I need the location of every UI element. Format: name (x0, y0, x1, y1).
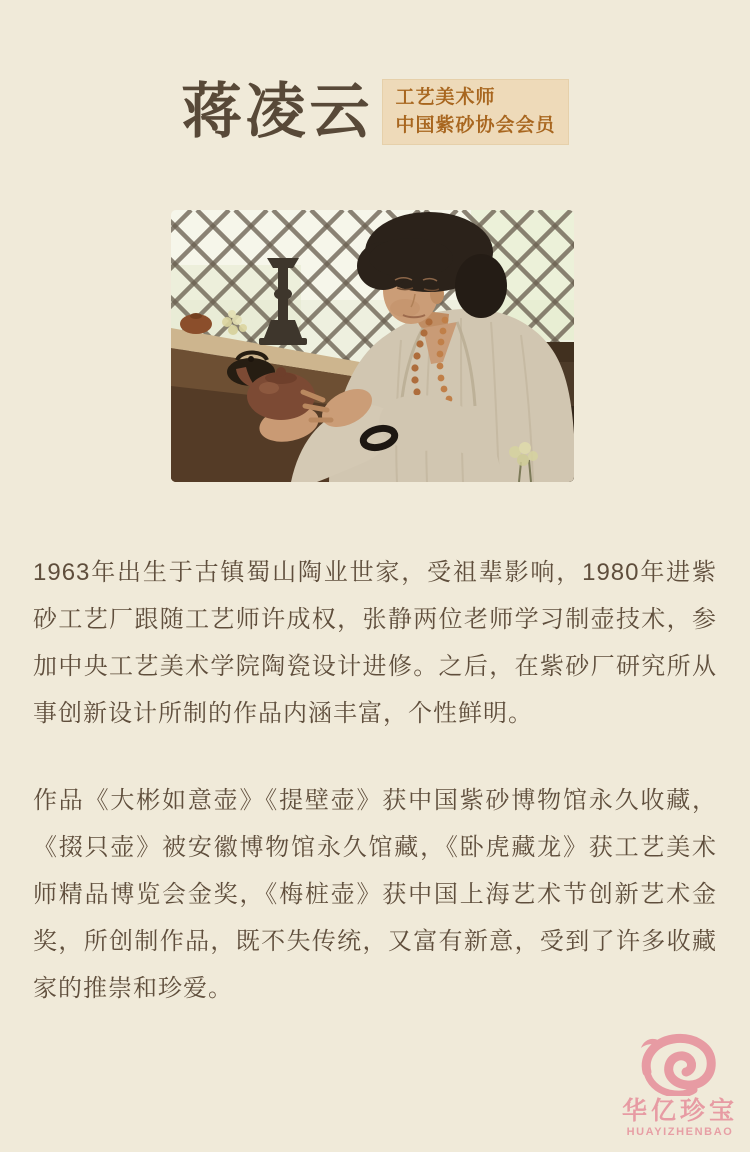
brand-logo (616, 1032, 744, 1139)
brand-name-en: HUAYIZHENBAO (626, 1126, 734, 1138)
artist-header (0, 76, 750, 148)
bio-paragraph-1: 1963年出生于古镇蜀山陶业世家，受祖辈影响，1980年进紫砂工艺厂跟随工艺师许成权，张静两位老师学习制壶技术，参加中央工艺美术学院陶瓷设计进修。之后，在紫砂厂研究所从事创新设计所制的作品内涵丰富，个性鲜明。 (33, 559, 717, 727)
brand-name-cn: 华亿珍宝 (621, 1097, 738, 1125)
artist-photo-illustration (171, 210, 574, 482)
badge-line-2: 中国紫砂协会会员 (395, 115, 556, 136)
artist-name: 蒋凌云 (181, 78, 374, 145)
artist-credential-badge (382, 79, 568, 145)
brand-swirl-icon (635, 1032, 725, 1096)
badge-line-1: 工艺美术师 (395, 87, 496, 108)
bio-paragraph-2: 作品《大彬如意壶》《提壁壶》获中国紫砂博物馆永久收藏，《掇只壶》被安徽博物馆永久馆藏，《卧虎藏龙》获工艺美术师精品博览会金奖，《梅桩壶》获中国上海艺术节创新艺术金奖，所创制作品，既不失传统，又富有新意，受到了许多收藏家的推崇和珍爱。 (33, 787, 717, 1002)
artist-photo (171, 210, 574, 482)
